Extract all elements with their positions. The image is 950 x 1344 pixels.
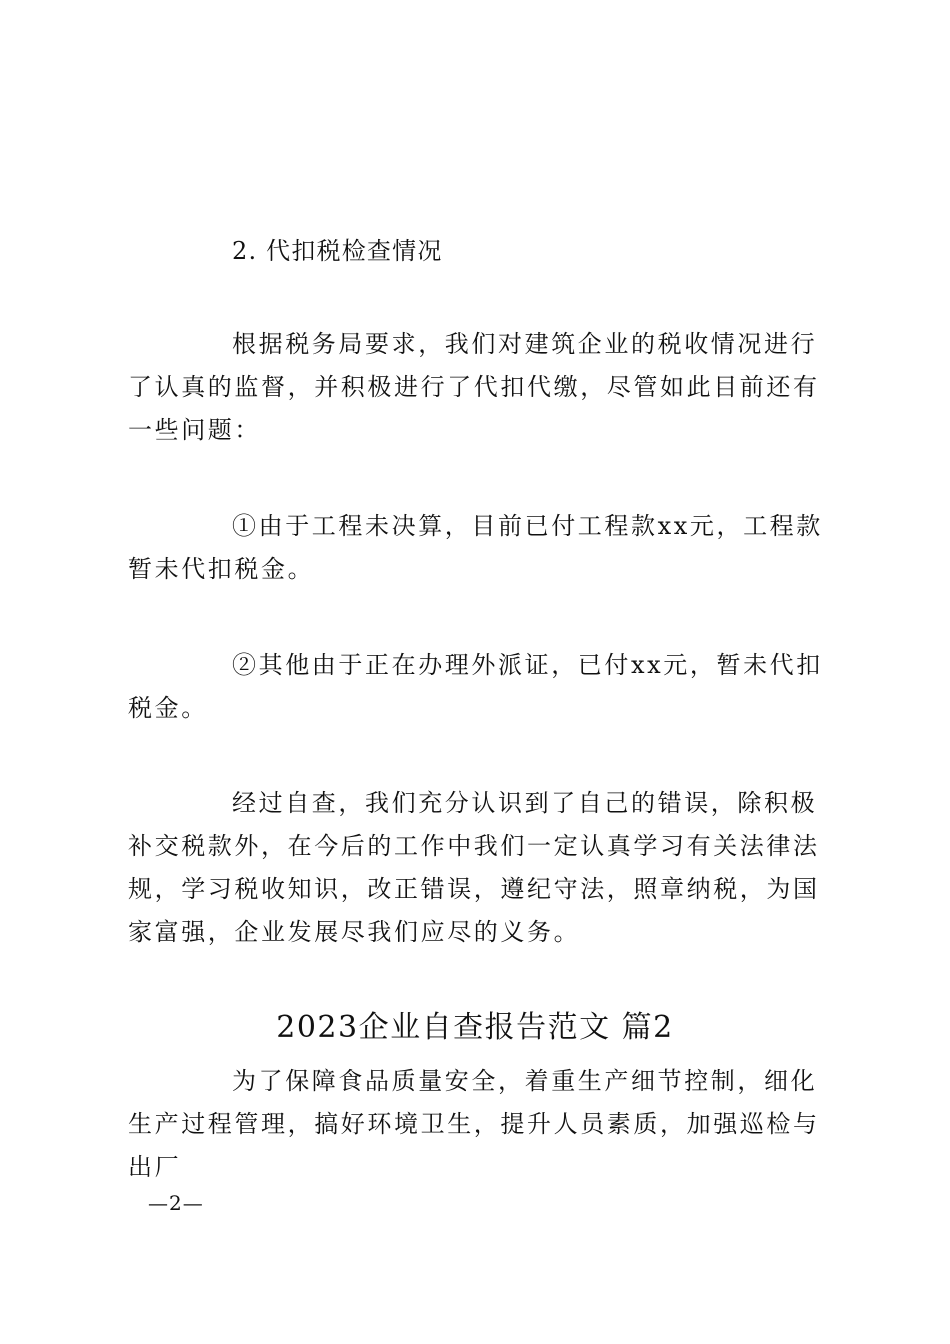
page-number: —2— xyxy=(148,1191,204,1215)
paragraph-item-1: ①由于工程未决算，目前已付工程款xx元，工程款暂未代扣税金。 xyxy=(128,512,823,583)
paragraph-conclusion: 经过自查，我们充分认识到了自己的错误，除积极补交税款外，在今后的工作中我们一定认真学习有关法律法规，学习税收知识，改正错误，遵纪守法，照章纳税，为国家富强，企业发展尽我们应尽的义务。 xyxy=(128,789,820,946)
paragraph-section-intro: 为了保障食品质量安全，着重生产细节控制，细化生产过程管理，搞好环境卫生，提升人员素质，加强巡检与出厂 xyxy=(128,1067,820,1181)
paragraph-item-2: ②其他由于正在办理外派证，已付xx元，暂未代扣税金。 xyxy=(128,651,823,722)
paragraph-tax-supervision: 根据税务局要求，我们对建筑企业的税收情况进行了认真的监督，并积极进行了代扣代缴，尽管如此目前还有一些问题： xyxy=(128,330,820,444)
section-title: 2023企业自查报告范文 篇2 xyxy=(276,1010,674,1045)
subheading: 2. 代扣税检查情况 xyxy=(232,237,443,265)
